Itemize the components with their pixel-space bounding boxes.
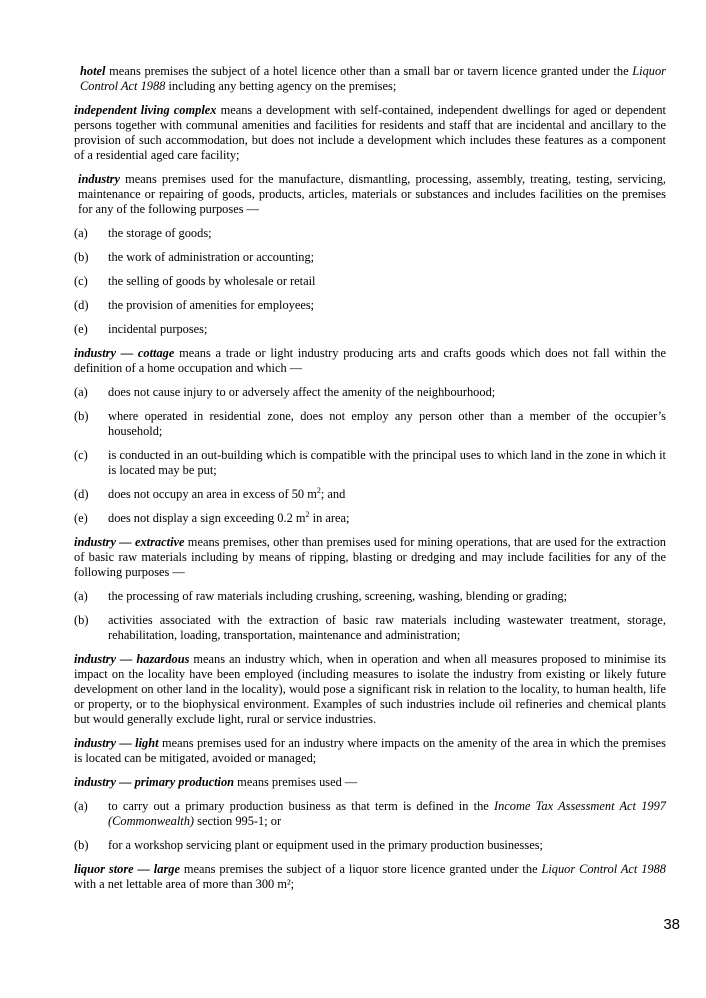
item-text (108, 487, 666, 502)
item-label: (e) (74, 511, 88, 525)
item-label: (b) (74, 838, 89, 852)
item-label: (d) (74, 487, 89, 501)
item-label: (a) (74, 226, 88, 240)
item-text-part: ; and (320, 487, 346, 501)
item-text-part: in area; (309, 511, 350, 525)
term-industry-extractive: industry — extractive (74, 535, 185, 549)
item-text: the storage of goods; (108, 226, 212, 240)
superscript: 2 (305, 509, 310, 519)
act-reference: Liquor Control Act 1988 (80, 64, 666, 93)
term-industry-primary-production: industry — primary production (74, 775, 235, 789)
definition-industry (74, 172, 666, 217)
list-item (74, 838, 666, 853)
definition-text: means premises used — (234, 775, 358, 789)
item-text-part: does not display a sign exceeding 0.2 m (108, 511, 306, 525)
definition-text: means premises used for an industry where impacts on the amenity of the area in which the premises is located can be mitigated, avoided or managed; (74, 736, 666, 765)
definition-industry-cottage (74, 346, 666, 376)
definition-industry-light (74, 736, 666, 766)
item-text (108, 799, 666, 829)
item-label: (a) (74, 589, 88, 603)
item-text: the processing of raw materials including crushing, screening, washing, blending or grading; (108, 589, 568, 603)
item-text-part: does not occupy an area in excess of 50 m (108, 487, 317, 501)
item-text-part: section 995-1; or (194, 814, 282, 828)
item-text: for a workshop servicing plant or equipment used in the primary production businesses; (108, 838, 543, 852)
list-item (74, 589, 666, 604)
item-text: where operated in residential zone, does not employ any person other than a member of the occupier’s household; (108, 409, 666, 438)
item-text: is conducted in an out-building which is compatible with the principal uses to which land in the zone in which it is located may be put; (108, 448, 666, 477)
item-label: (e) (74, 322, 88, 336)
page-number: 38 (663, 916, 680, 933)
definition-text: means premises used for the manufacture, dismantling, processing, assembly, treating, testing, servicing, maintenance or repairing of goods, products, articles, materials or substances and includes facilities on the premises for any of the following purposes — (78, 172, 666, 216)
definition-hotel (74, 64, 666, 94)
definition-text: means premises the subject of a liquor store licence granted under the (179, 862, 542, 876)
superscript: 2 (316, 485, 321, 495)
item-text: the work of administration or accounting; (108, 250, 315, 264)
item-label: (a) (74, 385, 88, 399)
list-item (74, 409, 666, 439)
list-item (74, 385, 666, 400)
list-item (74, 799, 666, 829)
list-item (74, 226, 666, 241)
document-page (74, 64, 666, 901)
item-text (108, 511, 666, 526)
term-independent-living-complex: independent living complex (74, 103, 217, 117)
list-item (74, 274, 666, 289)
definition-text: means premises, other than premises used for mining operations, that are used for the extraction of basic raw materials including by means of ripping, blasting or dredging and may include facilities for any of the following purposes — (74, 535, 666, 579)
item-text-part: to carry out a primary production business as that term is defined in the (108, 799, 494, 813)
list-item (74, 613, 666, 643)
list-item (74, 511, 666, 526)
term-hotel: hotel (80, 64, 106, 78)
term-industry-hazardous: industry — hazardous (74, 652, 190, 666)
list-item (74, 250, 666, 265)
definition-text: means a development with self-contained, independent dwellings for aged or dependent persons together with communal amenities and facilities for residents and staff that are incidental and ancillary to the provision of such accommodation, but does not include a development which includes these features as a component of a residential aged care facility; (74, 103, 666, 162)
list-item (74, 322, 666, 337)
act-reference: Liquor Control Act 1988 (541, 862, 667, 876)
definition-liquor-store-large (74, 862, 666, 892)
item-label: (c) (74, 274, 88, 288)
item-label: (d) (74, 298, 89, 312)
term-liquor-store-large: liquor store — large (74, 862, 180, 876)
item-text: the selling of goods by wholesale or retail (108, 274, 316, 288)
item-label: (b) (74, 409, 89, 423)
definition-text: means an industry which, when in operation and when all measures proposed to minimise its impact on the locality have been employed (including measures to isolate the industry from existing or likely future development on other land in the locality), would pose a significant risk in relation to the locality, to human health, life or property, or to the biophysical environment. Examples of such industries include oil refineries and chemical plants but would generally exclude light, rural or service industries. (74, 652, 667, 726)
definition-industry-primary-production (74, 775, 666, 790)
item-text: does not cause injury to or adversely affect the amenity of the neighbourhood; (108, 385, 496, 399)
list-item (74, 487, 666, 502)
item-text: incidental purposes; (108, 322, 208, 336)
item-label: (c) (74, 448, 88, 462)
item-label: (a) (74, 799, 88, 813)
item-label: (b) (74, 613, 89, 627)
definition-industry-extractive (74, 535, 666, 580)
definition-text: means a trade or light industry producing arts and crafts goods which does not fall within the definition of a home occupation and which — (74, 346, 667, 375)
definition-industry-hazardous (74, 652, 666, 727)
term-industry-cottage: industry — cottage (74, 346, 175, 360)
list-item (74, 298, 666, 313)
term-industry-light: industry — light (74, 736, 159, 750)
definition-text: including any betting agency on the premises; (165, 79, 397, 93)
item-text: the provision of amenities for employees; (108, 298, 315, 312)
item-label: (b) (74, 250, 89, 264)
act-reference: Income Tax Assessment Act 1997 (Commonwealth) (108, 799, 666, 828)
item-text: activities associated with the extraction of basic raw materials including wastewater treatment, storage, rehabilitation, loading, transportation, maintenance and administration; (108, 613, 666, 642)
definition-independent-living-complex (74, 103, 666, 163)
definition-text: with a net lettable area of more than 300 m²; (74, 877, 295, 891)
definition-text: means premises the subject of a hotel licence other than a small bar or tavern licence granted under the (105, 64, 633, 78)
list-item (74, 448, 666, 478)
term-industry: industry (78, 172, 121, 186)
